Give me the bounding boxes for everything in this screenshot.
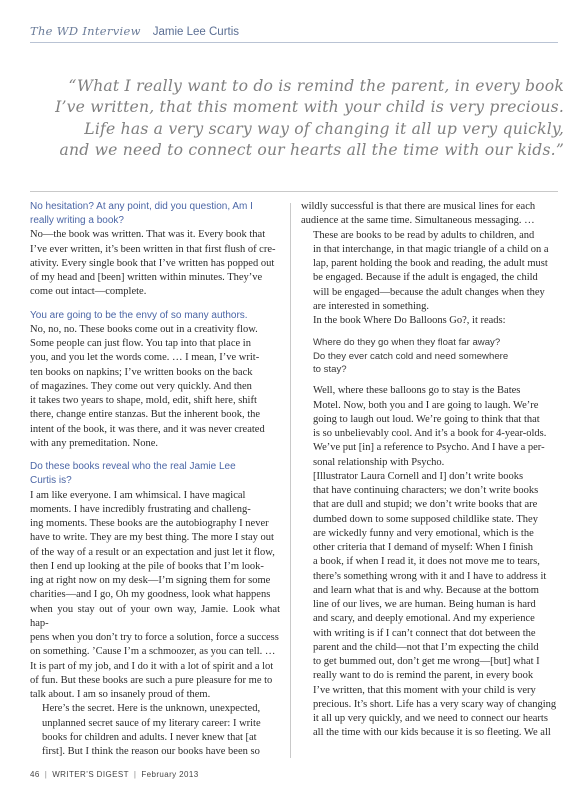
text-line: to get bummed out, don’t get me wrong—[but] what I xyxy=(313,656,540,668)
text-line: first]. But I think the reason our books have been so xyxy=(42,746,260,758)
series-title: The WD Interview xyxy=(30,24,141,38)
text-line: line of our lives, we are human. Being human is hard xyxy=(313,599,536,611)
right-column xyxy=(301,200,558,741)
text-line: and learn what that is and why. Because at the bottom xyxy=(313,584,539,596)
text-line: will be engaged—because the adult changes when they xyxy=(313,286,545,298)
text-line: have to write. They are my best thing. The more I stay out xyxy=(30,532,274,544)
answer-paragraph xyxy=(30,323,280,451)
left-column xyxy=(30,200,280,759)
text-line: Well, where these balloons go to stay is the Bates xyxy=(313,385,521,397)
pull-quote-line: Life has a very scary way of changing it all up very quickly, xyxy=(84,119,564,138)
text-line: No, no, no. These books come out in a creativity flow. xyxy=(30,323,258,335)
answer-paragraph xyxy=(301,229,558,315)
text-line: sonal relationship with Psycho. xyxy=(313,456,445,468)
text-line: all the time with our kids because it is so fleeting. We all xyxy=(313,727,551,739)
interview-question xyxy=(30,309,280,323)
text-line: moments. I have incredibly frustrating and challeng- xyxy=(30,503,251,515)
text-line: other criteria that I demand of myself: When I finish xyxy=(313,542,533,554)
text-line: I am like everyone. I am whimsical. I have magical xyxy=(30,489,246,501)
book-excerpt xyxy=(313,336,558,376)
issue-date: February 2013 xyxy=(141,770,199,779)
text-line: books for children and adults. I never knew that [at xyxy=(42,731,257,743)
text-line: We’ve put [in] a reference to Psycho. And I have a per- xyxy=(313,442,545,454)
text-line: Motel. Now, both you and I are going to laugh. We’re xyxy=(313,399,539,411)
text-line: I’ve ever written, it’s been written in that first flush of cre- xyxy=(30,243,276,255)
text-line: precious. It’s short. Life has a very scary way of changing xyxy=(313,698,557,710)
text-line: that are dull and stupid; we don’t write books that are xyxy=(313,499,538,511)
text-line: when you stay out of your own way, Jamie. Look what hap- xyxy=(30,603,280,629)
text-line: No—the book was written. That was it. Every book that xyxy=(30,229,266,241)
page-number: 46 xyxy=(30,770,40,779)
text-line: intent of the book, it was there, and it was never created xyxy=(30,423,265,435)
text-line: you, and you let the words come. … I mean, I’ve writ- xyxy=(30,352,260,364)
text-line: there’s something wrong with it and I have to address it xyxy=(313,570,547,582)
text-line: ing at right now on my desk—I’m signing them for some xyxy=(30,575,271,587)
page-footer xyxy=(30,770,199,779)
text-line: pens when you don’t try to force a solution, force a success xyxy=(30,632,279,644)
text-line: audience at the same time. Simultaneous messaging. … xyxy=(301,215,535,227)
text-line: wildly successful is that there are musical lines for each xyxy=(301,201,536,212)
text-line: it takes two years to shape, mold, edit, shift here, shift xyxy=(30,395,257,407)
footer-separator: | xyxy=(133,770,137,779)
pull-quote-line: “What I really want to do is remind the parent, in every book xyxy=(68,77,564,95)
text-line: really writing a book? xyxy=(30,215,124,227)
text-line: dumbed down to some supposed childlike state. They xyxy=(313,513,538,525)
text-line: No hesitation? At any point, did you question, Am I xyxy=(30,201,253,212)
pull-quote-line: and we need to connect our hearts all the time with our kids.” xyxy=(59,141,564,160)
text-line: and scary, and deeply emotional. And my experience xyxy=(313,613,535,625)
text-line: Do they ever catch cold and need somewhere xyxy=(313,350,509,362)
answer-paragraph xyxy=(301,384,558,470)
text-line: it all up very quickly, and we need to connect our hearts xyxy=(313,713,548,725)
text-line: of the way of a result or an expectation and just let it flow, xyxy=(30,546,275,558)
text-line: Where do they go when they float far away? xyxy=(313,337,501,349)
text-line: of my head and [been] written within minutes. They’ve xyxy=(30,272,263,284)
text-line: ing moments. These books are the autobiography I never xyxy=(30,518,269,530)
magazine-name: WRITER’S DIGEST xyxy=(52,770,129,779)
text-line: talk about. I am so insanely proud of them. xyxy=(30,689,211,701)
text-line: a book, if when I read it, it does not move me to tears, xyxy=(313,556,540,568)
answer-paragraph xyxy=(30,228,280,299)
text-line: come out intact—complete. xyxy=(30,286,147,298)
text-line: I’ve written, that this moment with your child is very xyxy=(313,684,536,696)
text-line: are wickedly funny and very emotional, which is the xyxy=(313,527,534,539)
text-line: there, change entire stanzas. But the inherent book, the xyxy=(30,409,261,421)
text-line: It is part of my job, and I do it with a lot of spirit and a lot xyxy=(30,660,274,672)
text-line: with any premeditation. None. xyxy=(30,437,159,449)
text-line: [Illustrator Laura Cornell and I] don’t write books xyxy=(313,470,524,482)
text-line: that have continuing characters; we don’t write books xyxy=(313,485,539,497)
text-line: ten books on napkins; I’ve written books on the back xyxy=(30,366,253,378)
pull-quote-rule xyxy=(30,191,558,192)
text-line: In the book Where Do Balloons Go?, it reads: xyxy=(313,315,506,326)
text-line: be engaged. Because if the adult is engaged, the child xyxy=(313,272,538,284)
text-line: going to laugh out loud. We’re going to think that that xyxy=(313,413,540,425)
text-line: Here’s the secret. Here is the unknown, unexpected, xyxy=(42,703,261,715)
text-line: then I end up looking at the pile of books that I’m look- xyxy=(30,560,264,572)
interview-question xyxy=(30,200,280,228)
text-line: Some people can just flow. You tap into that place in xyxy=(30,338,251,350)
text-line: Curtis is? xyxy=(30,475,72,487)
text-line: is so unbelievably cool. And it’s a book for 4-year-olds. xyxy=(313,428,547,440)
interviewee-name: Jamie Lee Curtis xyxy=(152,26,240,38)
text-line: on something. ’Cause I’m a schmoozer, as you can tell. … xyxy=(30,646,276,658)
text-line: of fun. But these books are such a pure pleasure for me to xyxy=(30,674,273,686)
column-rule xyxy=(290,203,291,758)
answer-paragraph xyxy=(301,314,558,328)
text-line: in that interchange, in that magic triangle of a child on a xyxy=(313,243,549,255)
interview-question xyxy=(30,460,280,488)
text-line: parent and the child—not that I’m expecting the child xyxy=(313,641,539,653)
answer-paragraph xyxy=(301,470,558,741)
footer-separator: | xyxy=(44,770,48,779)
text-line: really want to do is remind the parent, in every book xyxy=(313,670,534,682)
answer-paragraph xyxy=(30,702,280,759)
pull-quote xyxy=(36,76,564,162)
text-line: to stay? xyxy=(313,364,347,376)
text-line: These are books to be read by adults to children, and xyxy=(313,229,535,241)
text-line: Do these books reveal who the real Jamie Lee xyxy=(30,461,236,473)
answer-paragraph xyxy=(301,200,558,229)
text-line: charities—and I go, Oh my goodness, look what happens xyxy=(30,589,271,601)
text-line: You are going to be the envy of so many authors. xyxy=(30,309,248,321)
running-header xyxy=(30,22,570,42)
text-line: with writing is if I can’t connect that dot between the xyxy=(313,627,536,639)
text-line: of magazines. They come out very quickly. And then xyxy=(30,380,252,392)
pull-quote-line: I’ve written, that this moment with your child is very precious. xyxy=(55,98,564,117)
text-line: unplanned secret sauce of my literary career: I write xyxy=(42,717,261,729)
text-line: ativity. Every single book that I’ve written has popped out xyxy=(30,257,275,269)
text-line: are interested in something. xyxy=(313,300,430,312)
header-rule xyxy=(30,42,558,43)
text-line: lap, parent holding the book and reading, the adult must xyxy=(313,258,548,269)
answer-paragraph xyxy=(30,489,280,703)
